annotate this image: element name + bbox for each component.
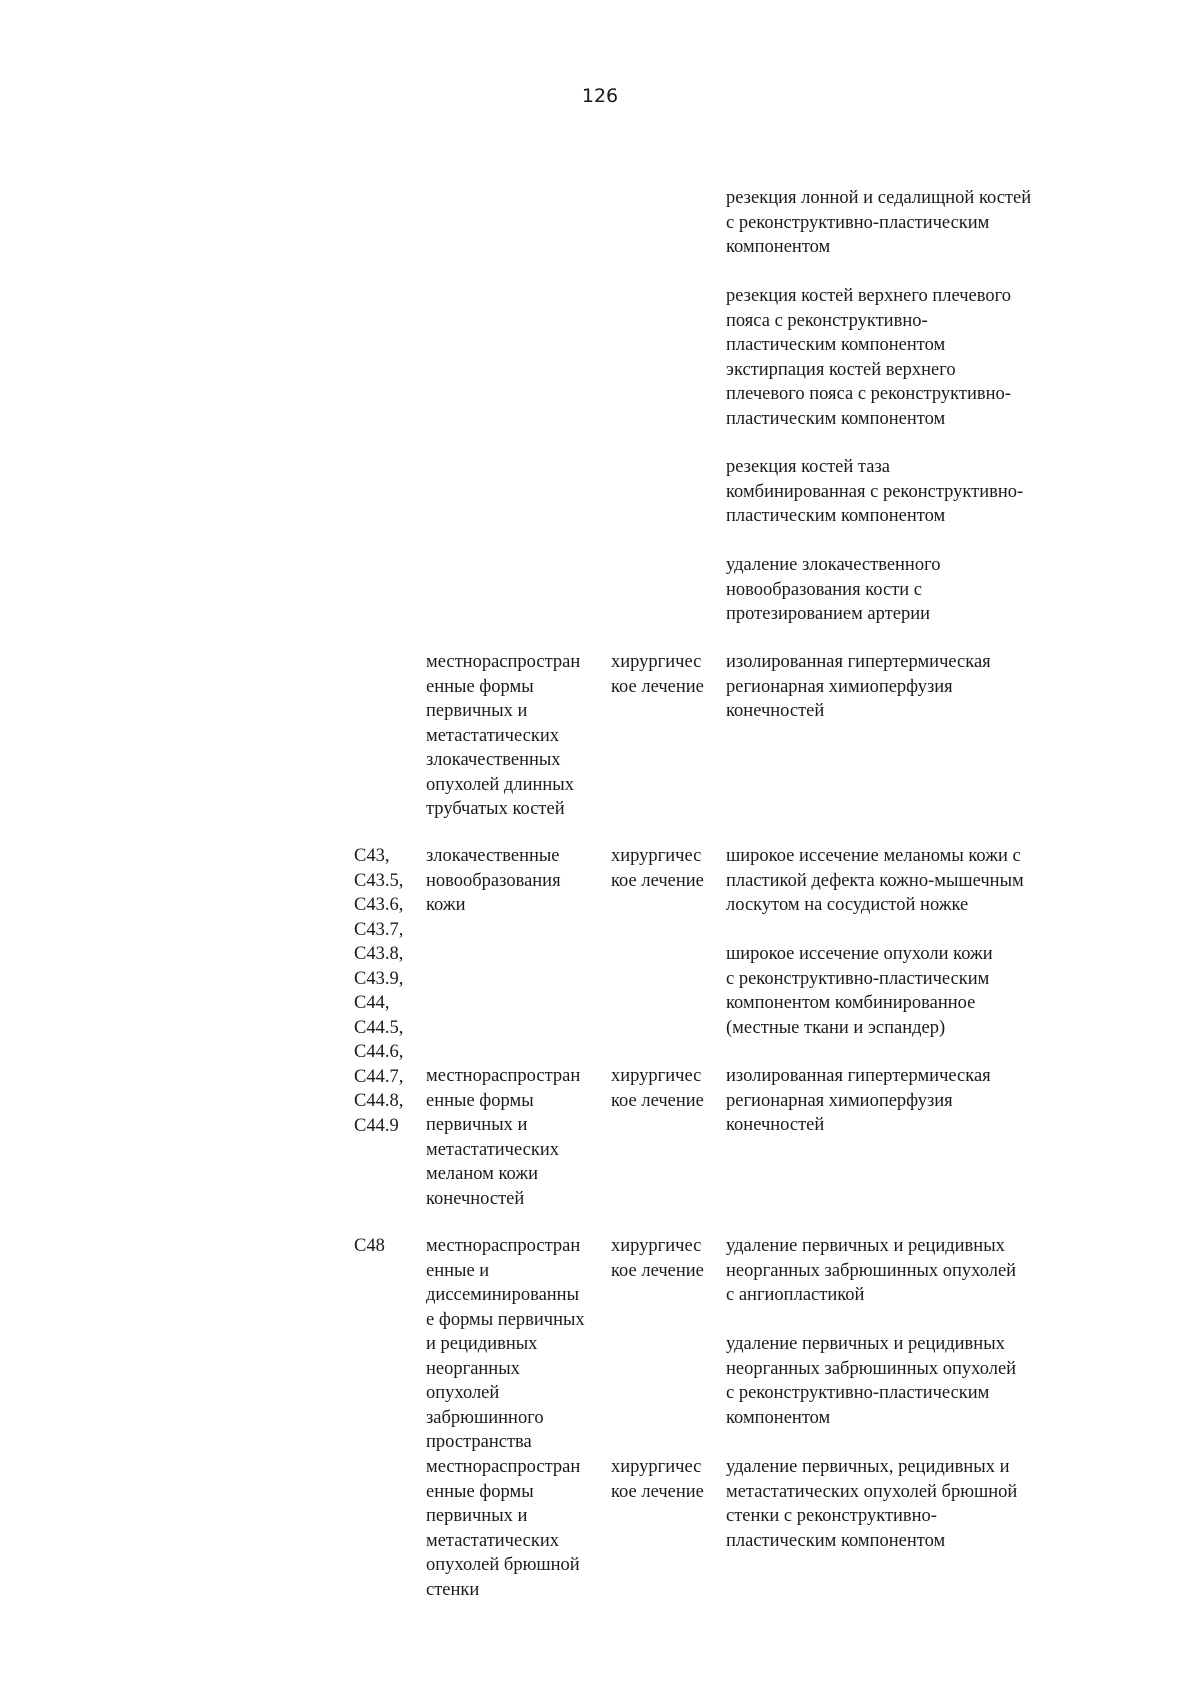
text-line: плечевого пояса с реконструктивно- [726,384,1011,404]
text-line: забрюшинного [426,1407,544,1428]
text-line: кое лечение [611,1481,704,1502]
text-line: метастатических [426,1530,560,1551]
text-line: опухолей длинных [426,774,574,795]
text-line: меланом кожи [426,1164,539,1184]
text-line: удаление злокачественного [726,555,941,575]
condition-abdominal-wall [426,1455,580,1602]
text-line: злокачественные [426,846,560,866]
text-line: регионарная химиоперфузия [726,1090,953,1111]
text-line: пластическим компонентом [726,408,946,429]
method-limb-chemoperfusion [726,650,991,724]
page-number: 126 [581,85,619,107]
text-line: кое лечение [611,676,704,697]
text-line: хирургичес [611,1457,702,1477]
text-line: пространства [426,1432,532,1452]
treatment-type [611,1234,704,1283]
text-line: и рецидивных [426,1334,538,1354]
text-line: неорганных забрюшинных опухолей [726,1260,1017,1281]
text-line: новообразования кости с [726,579,923,600]
icd-code: C44.8, [354,1091,404,1111]
treatment-type [611,650,704,699]
text-line: кое лечение [611,1090,704,1111]
icd-code: C44, [354,993,390,1013]
condition-long-bones [426,650,580,822]
icd-code: C43.6, [354,895,404,915]
text-line: кое лечение [611,870,704,891]
text-line: кожи [426,895,466,915]
method-shoulder-girdle-resection [726,284,1011,431]
condition-skin-melanoma [426,1064,580,1211]
text-line: метастатических [426,725,560,746]
text-line: удаление первичных и рецидивных [726,1236,1005,1256]
method-retroperitoneal-angioplasty [726,1234,1016,1308]
text-line: с реконструктивно-пластическим [726,212,990,233]
text-line: новообразования [426,870,561,891]
text-line: компонентом [726,237,831,257]
icd-code: C43.8, [354,944,404,964]
text-line: резекция костей верхнего плечевого [726,286,1012,306]
text-line: стенки [426,1579,480,1600]
text-line: енные формы [426,676,534,697]
text-line: пластическим компонентом [726,1530,946,1551]
icd-code: C44.5, [354,1017,404,1038]
text-line: местнораспростран [426,652,581,672]
text-line: хирургичес [611,652,702,672]
text-line: енные формы [426,1481,534,1502]
text-line: кое лечение [611,1260,704,1281]
text-line: широкое иссечение опухоли кожи [726,944,993,964]
method-bone-tumor-artery-prosthesis [726,553,940,627]
text-line: конечностей [426,1188,525,1209]
text-line: первичных и [426,1506,528,1526]
text-line: широкое иссечение меланомы кожи с [726,846,1021,866]
text-line: трубчатых костей [426,799,565,819]
method-pelvic-bones-resection [726,186,1031,260]
text-line: с реконструктивно-пластическим [726,1383,990,1403]
text-line: резекция костей таза [726,457,890,477]
treatment-type [611,1064,704,1113]
text-line: метастатических опухолей брюшной [726,1481,1018,1502]
text-line: местнораспростран [426,1066,581,1086]
text-line: хирургичес [611,1236,702,1256]
text-line: енные и [426,1260,490,1281]
text-line: пластическим компонентом [726,335,946,355]
text-line: енные формы [426,1090,534,1111]
text-line: конечностей [726,701,825,721]
text-line: с ангиопластикой [726,1285,865,1305]
method-pelvis-combined-resection [726,455,1023,529]
method-limb-chemoperfusion [726,1064,991,1138]
text-line: злокачественных [426,750,561,770]
text-line: (местные ткани и эспандер) [726,1017,946,1038]
text-line: конечностей [726,1115,825,1135]
text-line: хирургичес [611,1066,702,1086]
icd-code: C43.9, [354,968,404,989]
condition-retroperitoneal [426,1234,585,1455]
text-line: первичных и [426,701,528,721]
icd-code: C43.7, [354,919,404,940]
text-line: удаление первичных и рецидивных [726,1334,1005,1354]
text-line: пластическим компонентом [726,506,946,526]
text-line: пластикой дефекта кожно-мышечным [726,870,1024,891]
method-skin-tumor-excision [726,942,993,1040]
method-abdominal-wall-removal [726,1455,1017,1553]
method-retroperitoneal-reconstructive [726,1332,1016,1430]
text-line: опухолей брюшной [426,1555,580,1575]
text-line: неорганных [426,1358,520,1379]
text-line: неорганных забрюшинных опухолей [726,1358,1017,1379]
text-line: компонентом [726,1407,831,1428]
icd-codes-skin [354,844,403,1138]
text-line: диссеминированны [426,1285,580,1305]
method-melanoma-excision [726,844,1024,918]
text-line: метастатических [426,1139,560,1160]
text-line: опухолей [426,1383,500,1403]
icd-code-c48: C48 [354,1236,385,1256]
icd-code: C43, [354,846,390,866]
text-line: изолированная гипертермическая [726,1066,991,1086]
text-line: изолированная гипертермическая [726,652,991,672]
icd-code: C44.6, [354,1042,404,1062]
text-line: стенки с реконструктивно- [726,1506,937,1526]
text-line: лоскутом на сосудистой ножке [726,895,969,915]
text-line: экстирпация костей верхнего [726,359,956,380]
text-line: удаление первичных, рецидивных и [726,1457,1010,1477]
treatment-type [611,1455,704,1504]
icd-code: C44.7, [354,1066,404,1087]
text-line: с реконструктивно-пластическим [726,968,990,989]
icd-code: C44.9 [354,1115,399,1136]
text-line: комбинированная с реконструктивно- [726,481,1024,502]
text-line: е формы первичных [426,1309,585,1330]
text-line: местнораспростран [426,1457,581,1477]
text-line: компонентом комбинированное [726,993,976,1013]
text-line: хирургичес [611,846,702,866]
condition-skin-malignant [426,844,561,918]
text-line: местнораспростран [426,1236,581,1256]
icd-code: C43.5, [354,870,404,891]
text-line: протезированием артерии [726,604,930,624]
text-line: пояса с реконструктивно- [726,310,928,331]
text-line: регионарная химиоперфузия [726,676,953,697]
text-line: первичных и [426,1115,528,1135]
text-line: резекция лонной и седалищной костей [726,188,1032,208]
treatment-type [611,844,704,893]
